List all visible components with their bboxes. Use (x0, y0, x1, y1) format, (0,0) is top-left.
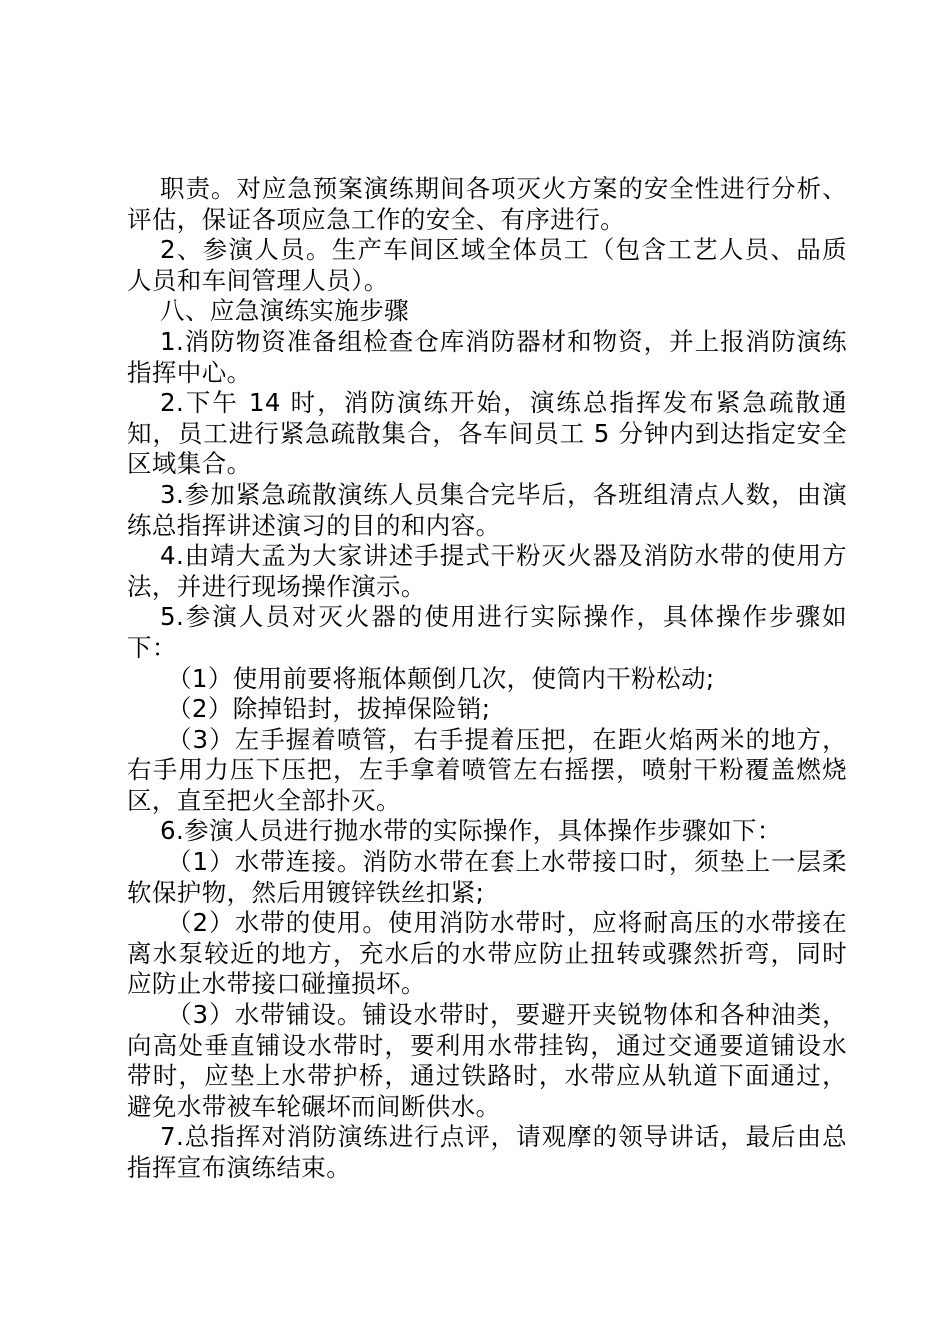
section-heading-drill-steps: 八、应急演练实施步骤 (160, 296, 409, 326)
paragraph-step-6-sub-3: （3）水带铺设。铺设水带时，要避开夹锐物体和各种油类，向高处垂直铺设水带时，要利用水带挂钩，通过交通要道铺设水带时，应垫上水带护桥，通过铁路时，水带应从轨道下面通过，避免水带被车轮碾坏而间断供水。 (127, 1000, 847, 1121)
paragraph-step-5: 5.参演人员对灭火器的使用进行实际操作，具体操作步骤如下： (127, 602, 847, 662)
paragraph-step-6: 6.参演人员进行抛水带的实际操作，具体操作步骤如下： (160, 816, 782, 846)
paragraph-step-5-sub-1: （1）使用前要将瓶体颠倒几次，使筒内干粉松动; (167, 663, 715, 693)
paragraph-step-6-sub-1: （1）水带连接。消防水带在套上水带接口时，须垫上一层柔软保护物，然后用镀锌铁丝扣紧; (127, 847, 847, 907)
paragraph-participants: 2、参演人员。生产车间区域全体员工（包含工艺人员、品质人员和车间管理人员）。 (127, 235, 847, 295)
paragraph-step-2: 2.下午 14 时，消防演练开始，演练总指挥发布紧急疏散通知，员工进行紧急疏散集合，各车间员工 5 分钟内到达指定安全区域集合。 (127, 388, 847, 479)
paragraph-step-3: 3.参加紧急疏散演练人员集合完毕后，各班组清点人数，由演练总指挥讲述演习的目的和内容。 (127, 479, 847, 540)
paragraph-step-6-sub-2: （2）水带的使用。使用消防水带时，应将耐高压的水带接在离水泵较近的地方，充水后的水带应防止扭转或骤然折弯，同时应防止水带接口碰撞损坏。 (127, 908, 847, 999)
document-body (127, 174, 847, 1184)
paragraph-step-7: 7.总指挥对消防演练进行点评，请观摩的领导讲话，最后由总指挥宣布演练结束。 (127, 1122, 847, 1182)
paragraph-step-4: 4.由靖大孟为大家讲述手提式干粉灭火器及消防水带的使用方法，并进行现场操作演示。 (127, 541, 847, 601)
paragraph-duties: 职责。对应急预案演练期间各项灭火方案的安全性进行分析、评估，保证各项应急工作的安全、有序进行。 (127, 174, 847, 234)
paragraph-step-5-sub-3: （3）左手握着喷管，右手提着压把，在距火焰两米的地方，右手用力压下压把，左手拿着喷管左右摇摆，喷射干粉覆盖燃烧区，直至把火全部扑灭。 (127, 724, 847, 815)
paragraph-step-5-sub-2: （2）除掉铅封，拔掉保险销; (167, 694, 491, 724)
paragraph-step-1: 1.消防物资准备组检查仓库消防器材和物资，并上报消防演练指挥中心。 (127, 326, 847, 387)
